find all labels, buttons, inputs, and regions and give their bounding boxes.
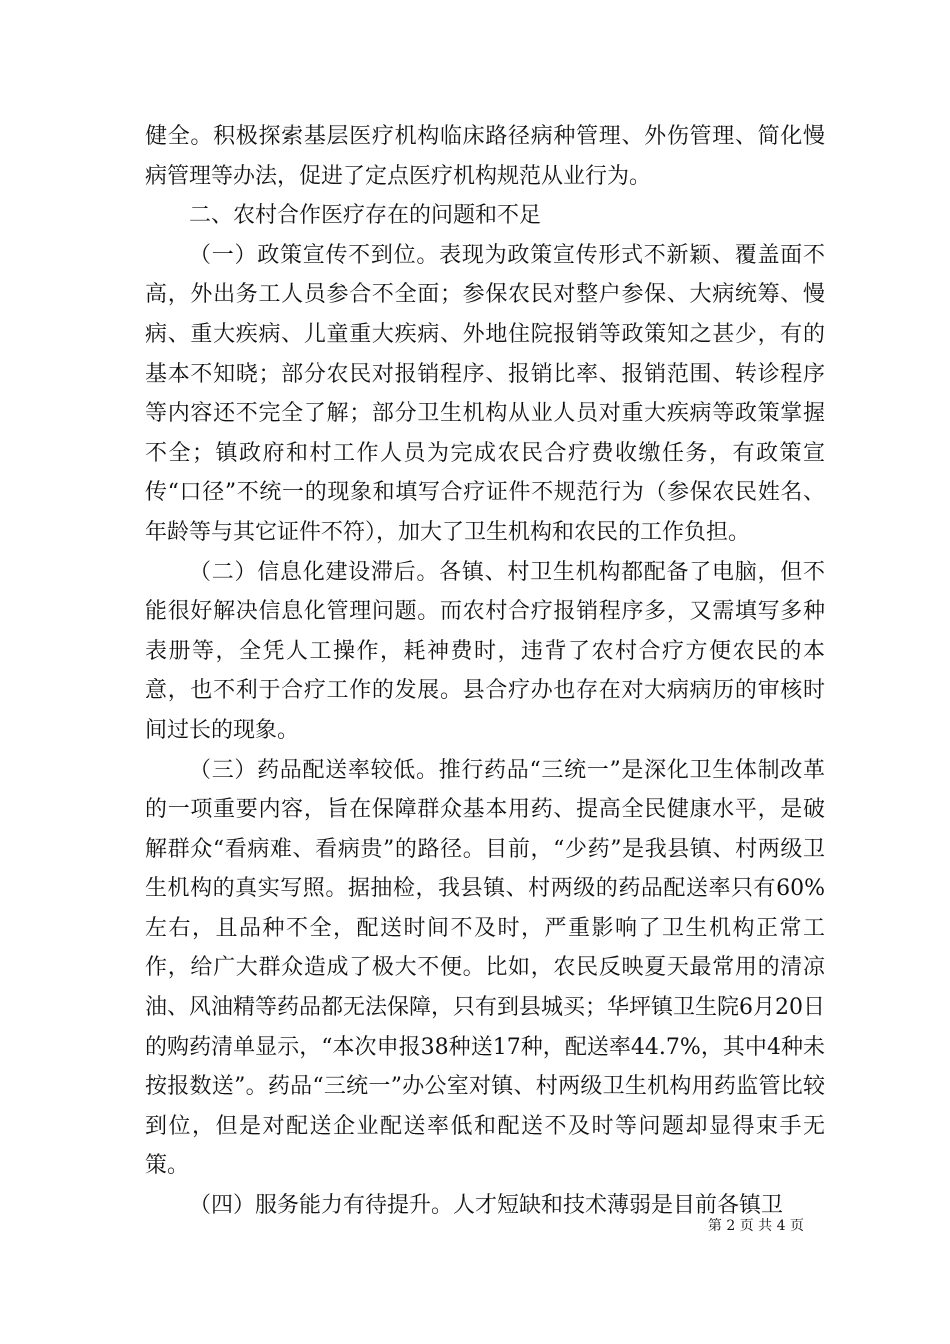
paragraph-policy-publicity: （一）政策宣传不到位。表现为政策宣传形式不新颖、覆盖面不高，外出务工人员参合不全面；参保农民对整户参保、大病统筹、慢病、重大疾病、儿童重大疾病、外地住院报销等政策知之甚少，有的基本不知晓；部分农民对报销程序、报销比率、报销范围、转诊程序等内容还不完全了解；部分卫生机构从业人员对重大疾病等政策掌握不全；镇政府和村工作人员为完成农民合疗费收缴任务，有政策宣传“口径”不统一的现象和填写合疗证件不规范行为（参保农民姓名、年龄等与其它证件不符），加大了卫生机构和农民的工作负担。 [145,242,825,545]
paragraph-service-capacity: （四）服务能力有待提升。人才短缺和技术薄弱是目前各镇卫 [189,1193,784,1219]
section-heading-problems: 二、农村合作医疗存在的问题和不足 [189,203,542,229]
paragraph-intro-continuation: 健全。积极探索基层医疗机构临床路径病种管理、外伤管理、简化慢病管理等办法，促进了定点医疗机构规范从业行为。 [145,124,825,189]
page-number-footer: 第 2 页 共 4 页 [707,1218,804,1234]
paragraph-drug-distribution: （三）药品配送率较低。推行药品“三统一”是深化卫生体制改革的一项重要内容，旨在保障群众基本用药、提高全民健康水平，是破解群众“看病难、看病贵”的路径。目前，“少药”是我县镇、村两级卫生机构的真实写照。据抽检，我县镇、村两级的药品配送率只有60%左右，且品种不全，配送时间不及时，严重影响了卫生机构正常工作，给广大群众造成了极大不便。比如，农民反映夏天最常用的清凉油、风油精等药品都无法保障，只有到县城买；华坪镇卫生院6月20日的购药清单显示，“本次申报38种送17种，配送率44.7%，其中4种未按报数送”。药品“三统一”办公室对镇、村两级卫生机构用药监管比较到位，但是对配送企业配送率低和配送不及时等问题却显得束手无策。 [145,757,825,1179]
paragraph-informatization: （二）信息化建设滞后。各镇、村卫生机构都配备了电脑，但不能很好解决信息化管理问题。而农村合疗报销程序多，又需填写多种表册等，全凭人工操作，耗神费时，违背了农村合疗方便农民的本意，也不利于合疗工作的发展。县合疗办也存在对大病病历的审核时间过长的现象。 [145,559,825,743]
document-body [145,117,825,1226]
